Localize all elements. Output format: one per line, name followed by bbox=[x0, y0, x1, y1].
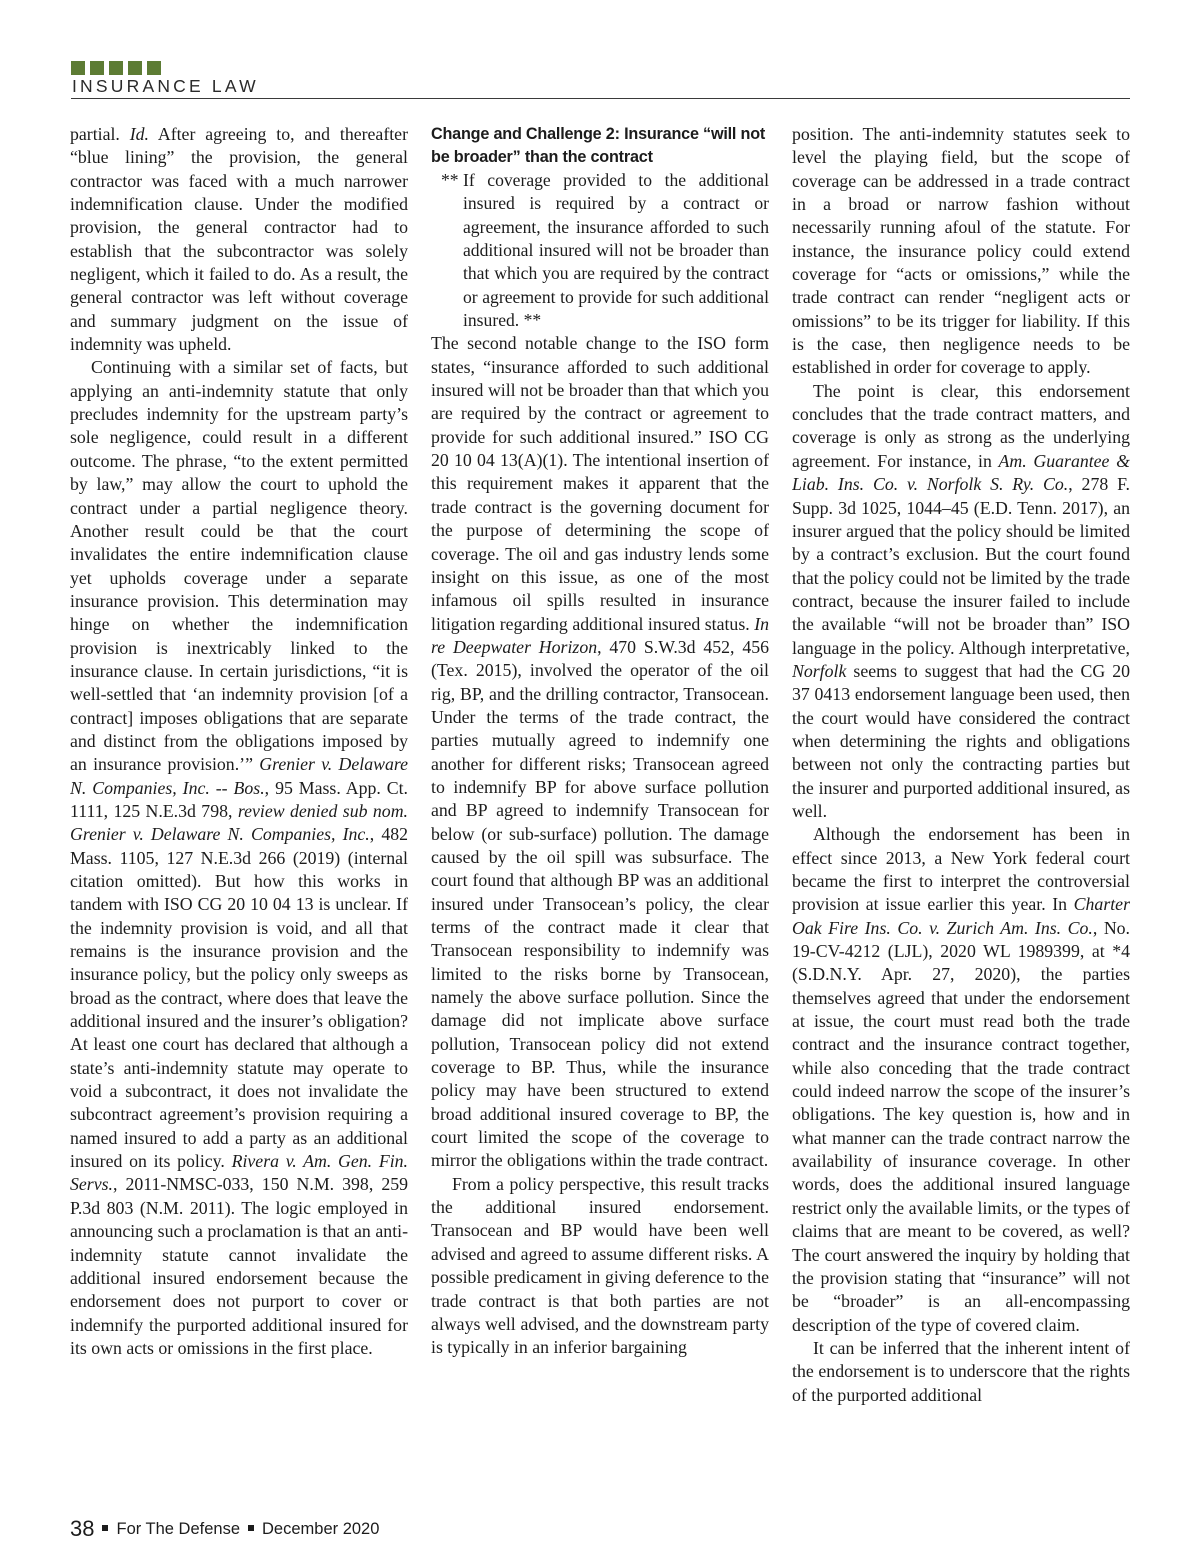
text: After agreeing to, and thereafter “blue lining” the provision, the general contractor was faced with a much narrower indemnification clause. Under the modified provision, the general contractor had to establish that the subcontractor was solely negligent, which it failed to do. As a result, the general contractor was left without coverage and summary judgment on the issue of indemnity was upheld. bbox=[70, 124, 408, 355]
paragraph bbox=[792, 380, 1130, 824]
text: partial. bbox=[70, 124, 130, 144]
paragraph: position. The anti-indemnity statutes seek to level the playing field, but the scope of coverage can be addressed in a trade contract in a broad or narrow fashion without necessarily running afoul of the statute. For instance, the insurance policy could extend coverage for “acts or omissions,” while the trade contract can render “negligent acts or omissions” to be its trigger for liability. If this is the case, then negligence needs to be established in order for coverage to apply. bbox=[792, 124, 1130, 378]
column-1 bbox=[70, 123, 408, 1505]
case-citation: In re Deepwater Horizon bbox=[431, 613, 769, 657]
citation: Id. bbox=[129, 124, 149, 144]
text: The second notable change to the ISO form states, “insurance afforded to such additional insured will not be broader than that which you are required by the contract or agreement to provide for such additional insured.” ISO CG 20 10 04 13(A)(1). The intentional insertion of this requirement makes it apparent that the trade contract is the governing document for the purpose of determining the scope of coverage. The oil and gas industry lends some insight on this issue, as one of the most infamous oil spills resulted in insurance litigation regarding additional insured status. bbox=[431, 333, 769, 634]
text: , 482 Mass. 1105, 127 N.E.3d 266 (2019) (internal citation omitted). But how this works in tandem with ISO CG 20 10 04 13 is unclear. If the indemnity provision is void, and all that remains is the insurance provision and the insurance policy, but the policy only sweeps as broad as the contract, where does that leave the additional insured and the insurer’s obligation? At least one court has declared that although a state’s anti-indemnity statute may operate to void a subcontract, it does not invalidate the subcontract agreement’s provision requiring a named insured to add a party as an additional insured on its policy. bbox=[70, 824, 408, 1172]
accent-square bbox=[128, 61, 142, 75]
text: The point is clear, this endorsement concludes that the trade contract matters, and coverage is only as strong as the underlying agreement. For instance, in bbox=[792, 380, 1130, 471]
text: seems to suggest that had the CG 20 37 0413 endorsement language been used, then the court would have considered the contract when determining the rights and obligations between not only the contracting parties but the insurer and purported additional insured, as well. bbox=[792, 660, 1130, 821]
text: , 2011-NMSC-033, 150 N.M. 398, 259 P.3d 803 (N.M. 2011). The logic employed in announcing such a proclamation is that an anti-indemnity statute cannot invalidate the additional insured endorsement because the endorsement does not purport to cover or indemnify the purported additional insured for its own acts or omissions in the first place. bbox=[70, 1174, 408, 1358]
page-footer bbox=[70, 1518, 379, 1540]
case-citation: Am. Guarantee & Liab. Ins. Co. v. Norfolk S. Ry. Co. bbox=[792, 450, 1130, 495]
column-2 bbox=[431, 123, 769, 1505]
text: Continuing with a similar set of facts, but applying an anti-indemnity statute that only precludes indemnity for the upstream party’s sole negligence, could result in a different outcome. The phrase, “to the extent permitted by law,” may allow the court to uphold the contract under a partial negligence theory. Another result could be that the court invalidates the entire indemnification clause yet upholds coverage under a separate insurance provision. This determination may hinge on whether the indemnification provision is inextricably linked to the insurance clause. In certain jurisdictions, “it is well-settled that ‘an indemnity provision [of a contract] imposes obligations that are separate and distinct from the obligations imposed by an insurance provision.’” bbox=[70, 357, 408, 775]
case-citation: review denied sub nom. Grenier v. Delaware N. Companies, Inc. bbox=[70, 800, 408, 845]
text: , No. 19-CV-4212 (LJL), 2020 WL 1989399, at *4 (S.D.N.Y. Apr. 27, 2020), the parties themselves agreed that under the endorsement at issue, the court must read both the trade contract and the insurance contract together, while also conceding that the trade contract could indeed narrow the scope of the insurer’s obligations. The key question is, how and in what manner can the trade contract narrow the availability of insurance coverage. In other words, does the additional insured language restrict only the available limits, or the types of claims that are meant to be covered, as well? The court answered the inquiry by holding that the provision stating that “insurance” will not be “broader” is an all-encompassing description of the type of covered claim. bbox=[792, 917, 1130, 1335]
block-quote bbox=[441, 169, 769, 332]
accent-square bbox=[109, 61, 123, 75]
publication-name: For The Defense bbox=[116, 1520, 240, 1538]
column-3 bbox=[792, 123, 1130, 1505]
text: Although the endorsement has been in effect since 2013, a New York federal court became the first to interpret the controversial provision at issue earlier this year. In bbox=[792, 824, 1130, 915]
section-label: INSURANCE LAW bbox=[72, 76, 259, 96]
subheading: Change and Challenge 2: Insurance “will not be broader” than the contract bbox=[431, 125, 766, 166]
accent-square bbox=[90, 61, 104, 75]
paragraph bbox=[70, 356, 408, 1360]
case-citation: Norfolk bbox=[792, 660, 847, 681]
accent-square bbox=[71, 61, 85, 75]
case-citation: Rivera v. Am. Gen. Fin. Servs. bbox=[70, 1151, 408, 1195]
text: If coverage provided to the additional insured is required by a contract or agreement, the insurance afforded to such additional insured will not be broader than that which you are required by the contract or agreement to provide for such additional insured. ** bbox=[463, 170, 769, 331]
case-citation: Grenier v. Delaware N. Companies, Inc. -- Bos. bbox=[70, 754, 408, 798]
text: , 470 S.W.3d 452, 456 (Tex. 2015), involved the operator of the oil rig, BP, and the drilling contractor, Transocean. Under the terms of the trade contract, the parties mutually agreed to indemnify one another for different risks; Transocean agreed to indemnify BP for above surface pollution and BP agreed to indemnify Transocean for below (or sub-surface) pollution. The damage caused by the oil spill was subsurface. The court found that although BP was an additional insured under Transocean’s policy, the clear terms of the contract made it clear that Transocean responsibility to indemnify was limited to the risks borne by Transocean, namely the above surface pollution. Since the damage did not implicate above surface pollution, Transocean policy did not extend coverage to BP. Thus, while the insurance policy may have been structured to extend broad additional insured coverage to BP, the court limited the scope of the coverage to mirror the obligations within the trade contract. bbox=[431, 636, 769, 1171]
paragraph bbox=[431, 332, 769, 1172]
bullet-separator bbox=[102, 1525, 108, 1531]
accent-square bbox=[147, 61, 161, 75]
text: , 278 F. Supp. 3d 1025, 1044–45 (E.D. Tenn. 2017), an insurer argued that the policy should be limited by a contract’s exclusion. But the court found that the policy could not be limited by the trade contract, because the insurer failed to include the available “will not be broader than” ISO language in the policy. Although interpretative, bbox=[792, 474, 1130, 658]
paragraph: It can be inferred that the inherent intent of the endorsement is to underscore that the rights of the purported additional bbox=[792, 1337, 1130, 1405]
page-number: 38 bbox=[70, 1516, 95, 1541]
bullet-separator bbox=[248, 1525, 254, 1531]
paragraph bbox=[70, 123, 408, 356]
case-citation: Charter Oak Fire Ins. Co. v. Zurich Am. Ins. Co. bbox=[792, 894, 1130, 938]
issue-date: December 2020 bbox=[262, 1520, 380, 1538]
paragraph bbox=[792, 823, 1130, 1337]
paragraph: From a policy perspective, this result tracks the additional insured endorsement. Transocean and BP would have been well advised and agreed to assume different risks. A possible predicament in giving deference to the trade contract is that both parties are not always well advised, and the downstream party is typically in an inferior bargaining bbox=[431, 1173, 769, 1358]
quote-marker: ** bbox=[441, 170, 459, 190]
section-header bbox=[71, 58, 1130, 102]
text: , 95 Mass. App. Ct. 1111, 125 N.E.3d 798, bbox=[70, 777, 408, 821]
section-accent-squares bbox=[71, 61, 166, 75]
header-rule bbox=[71, 98, 1130, 99]
